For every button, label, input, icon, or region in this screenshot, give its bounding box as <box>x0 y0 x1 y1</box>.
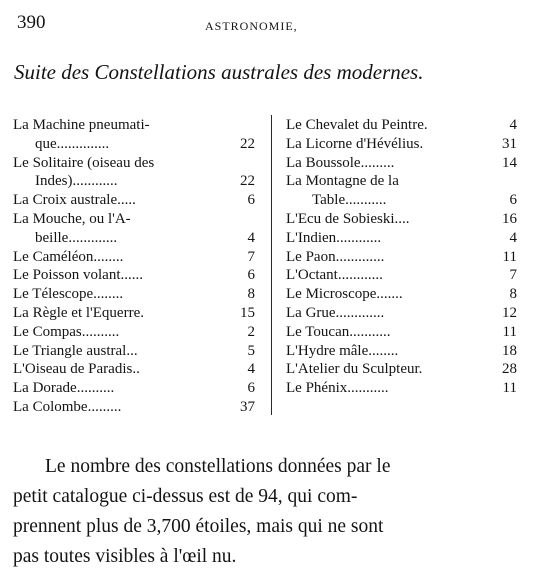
list-item <box>13 191 263 210</box>
right-constellation-list <box>286 116 517 398</box>
list-item <box>286 285 517 304</box>
running-title: ASTRONOMIE, <box>205 19 298 33</box>
paragraph-line: petit catalogue ci-dessus est de 94, qui com- <box>13 486 358 507</box>
constellation-name: Le Chevalet du Peintre. <box>286 117 428 133</box>
list-item <box>286 229 517 248</box>
constellation-name: La Mouche, ou l'A- <box>13 210 131 227</box>
star-count: 22 <box>240 135 255 152</box>
star-count: 11 <box>502 248 517 265</box>
star-count: 8 <box>509 286 517 303</box>
star-count: 8 <box>247 286 255 303</box>
star-count: 37 <box>240 398 255 415</box>
constellation-name: Table........... <box>312 192 387 209</box>
constellation-name: Le Toucan........... <box>286 323 391 340</box>
constellation-name: beille............. <box>35 229 118 246</box>
star-count: 11 <box>502 380 517 397</box>
list-item <box>286 191 517 210</box>
list-item <box>13 360 263 379</box>
column-divider <box>271 115 272 415</box>
section-title: Suite des Constellations australes des modernes. <box>14 60 424 84</box>
star-count: 28 <box>502 361 517 378</box>
constellation-name: L'Indien............ <box>286 229 382 246</box>
list-item <box>13 266 263 285</box>
paragraph-line: pas toutes visibles à l'œil nu. <box>13 546 237 567</box>
list-item <box>286 116 517 135</box>
star-count: 6 <box>247 267 255 284</box>
constellation-name: Le Triangle austral... <box>13 342 138 359</box>
list-item <box>13 135 263 154</box>
list-item <box>13 172 263 191</box>
list-item <box>286 304 517 323</box>
constellation-name: Le Caméléon........ <box>13 248 124 265</box>
constellation-name: L'Ecu de Sobieski.... <box>286 210 410 227</box>
star-count: 31 <box>502 135 517 152</box>
constellation-name: Le Solitaire (oiseau des <box>13 154 155 171</box>
list-item <box>13 229 263 248</box>
star-count: 6 <box>247 380 255 397</box>
list-item <box>13 210 263 229</box>
star-count: 6 <box>509 192 517 209</box>
list-item <box>286 172 517 191</box>
constellation-name: La Grue............. <box>286 304 385 321</box>
star-count: 12 <box>502 304 517 321</box>
list-item <box>286 360 517 379</box>
list-item <box>286 210 517 229</box>
star-count: 6 <box>247 192 255 209</box>
list-item <box>13 342 263 361</box>
star-count: 22 <box>240 173 255 190</box>
list-item <box>286 342 517 361</box>
list-item <box>286 154 517 173</box>
constellation-name: Le Paon............. <box>286 248 385 265</box>
list-item <box>13 248 263 267</box>
star-count: 16 <box>502 210 517 227</box>
list-item <box>286 248 517 267</box>
constellation-name: Le Microscope....... <box>286 286 403 303</box>
star-count: 14 <box>502 154 517 171</box>
constellation-name: que.............. <box>35 135 110 152</box>
constellation-name: La Règle et l'Equerre. <box>13 304 144 321</box>
constellation-name: Le Compas.......... <box>13 323 120 340</box>
constellation-name: L'Oiseau de Paradis.. <box>13 361 140 378</box>
body-paragraph <box>0 452 530 572</box>
constellation-name: Indes)............ <box>35 173 118 190</box>
list-item <box>286 266 517 285</box>
paragraph-line: Le nombre des constellations données par le <box>45 456 391 477</box>
constellation-name: La Dorade.......... <box>13 380 115 397</box>
constellation-name: Le Phénix........... <box>286 380 389 397</box>
list-item <box>286 379 517 398</box>
list-item <box>13 154 263 173</box>
paragraph-line: prennent plus de 3,700 étoiles, mais qui ne sont <box>13 516 384 537</box>
star-count: 7 <box>247 248 255 265</box>
list-item <box>286 135 517 154</box>
star-count: 4 <box>509 117 517 133</box>
star-count: 4 <box>247 229 255 246</box>
constellation-name: Le Télescope........ <box>13 286 124 303</box>
constellation-name: L'Atelier du Sculpteur. <box>286 361 423 378</box>
star-count: 15 <box>240 304 255 321</box>
star-count: 18 <box>502 342 517 359</box>
constellation-name: La Boussole......... <box>286 154 395 171</box>
list-item <box>13 379 263 398</box>
list-item <box>13 116 263 135</box>
constellation-name: La Croix australe..... <box>13 192 136 209</box>
constellation-name: L'Octant............ <box>286 267 383 284</box>
list-item <box>13 323 263 342</box>
constellation-name: La Licorne d'Hévélius. <box>286 135 424 152</box>
list-item <box>13 398 263 417</box>
star-count: 7 <box>509 267 517 284</box>
list-item <box>286 323 517 342</box>
star-count: 11 <box>502 323 517 340</box>
star-count: 2 <box>247 323 255 340</box>
star-count: 5 <box>247 342 255 359</box>
star-count: 4 <box>509 229 517 246</box>
page-number: 390 <box>17 12 46 33</box>
constellation-name: Le Poisson volant...... <box>13 267 143 284</box>
left-constellation-list <box>13 116 263 417</box>
constellation-name: La Montagne de la <box>286 173 399 190</box>
list-item <box>13 304 263 323</box>
constellation-name: La Colombe......... <box>13 398 122 415</box>
star-count: 4 <box>247 361 255 378</box>
list-item <box>13 285 263 304</box>
constellation-name: L'Hydre mâle........ <box>286 342 399 359</box>
constellation-name: La Machine pneumati- <box>13 117 150 133</box>
